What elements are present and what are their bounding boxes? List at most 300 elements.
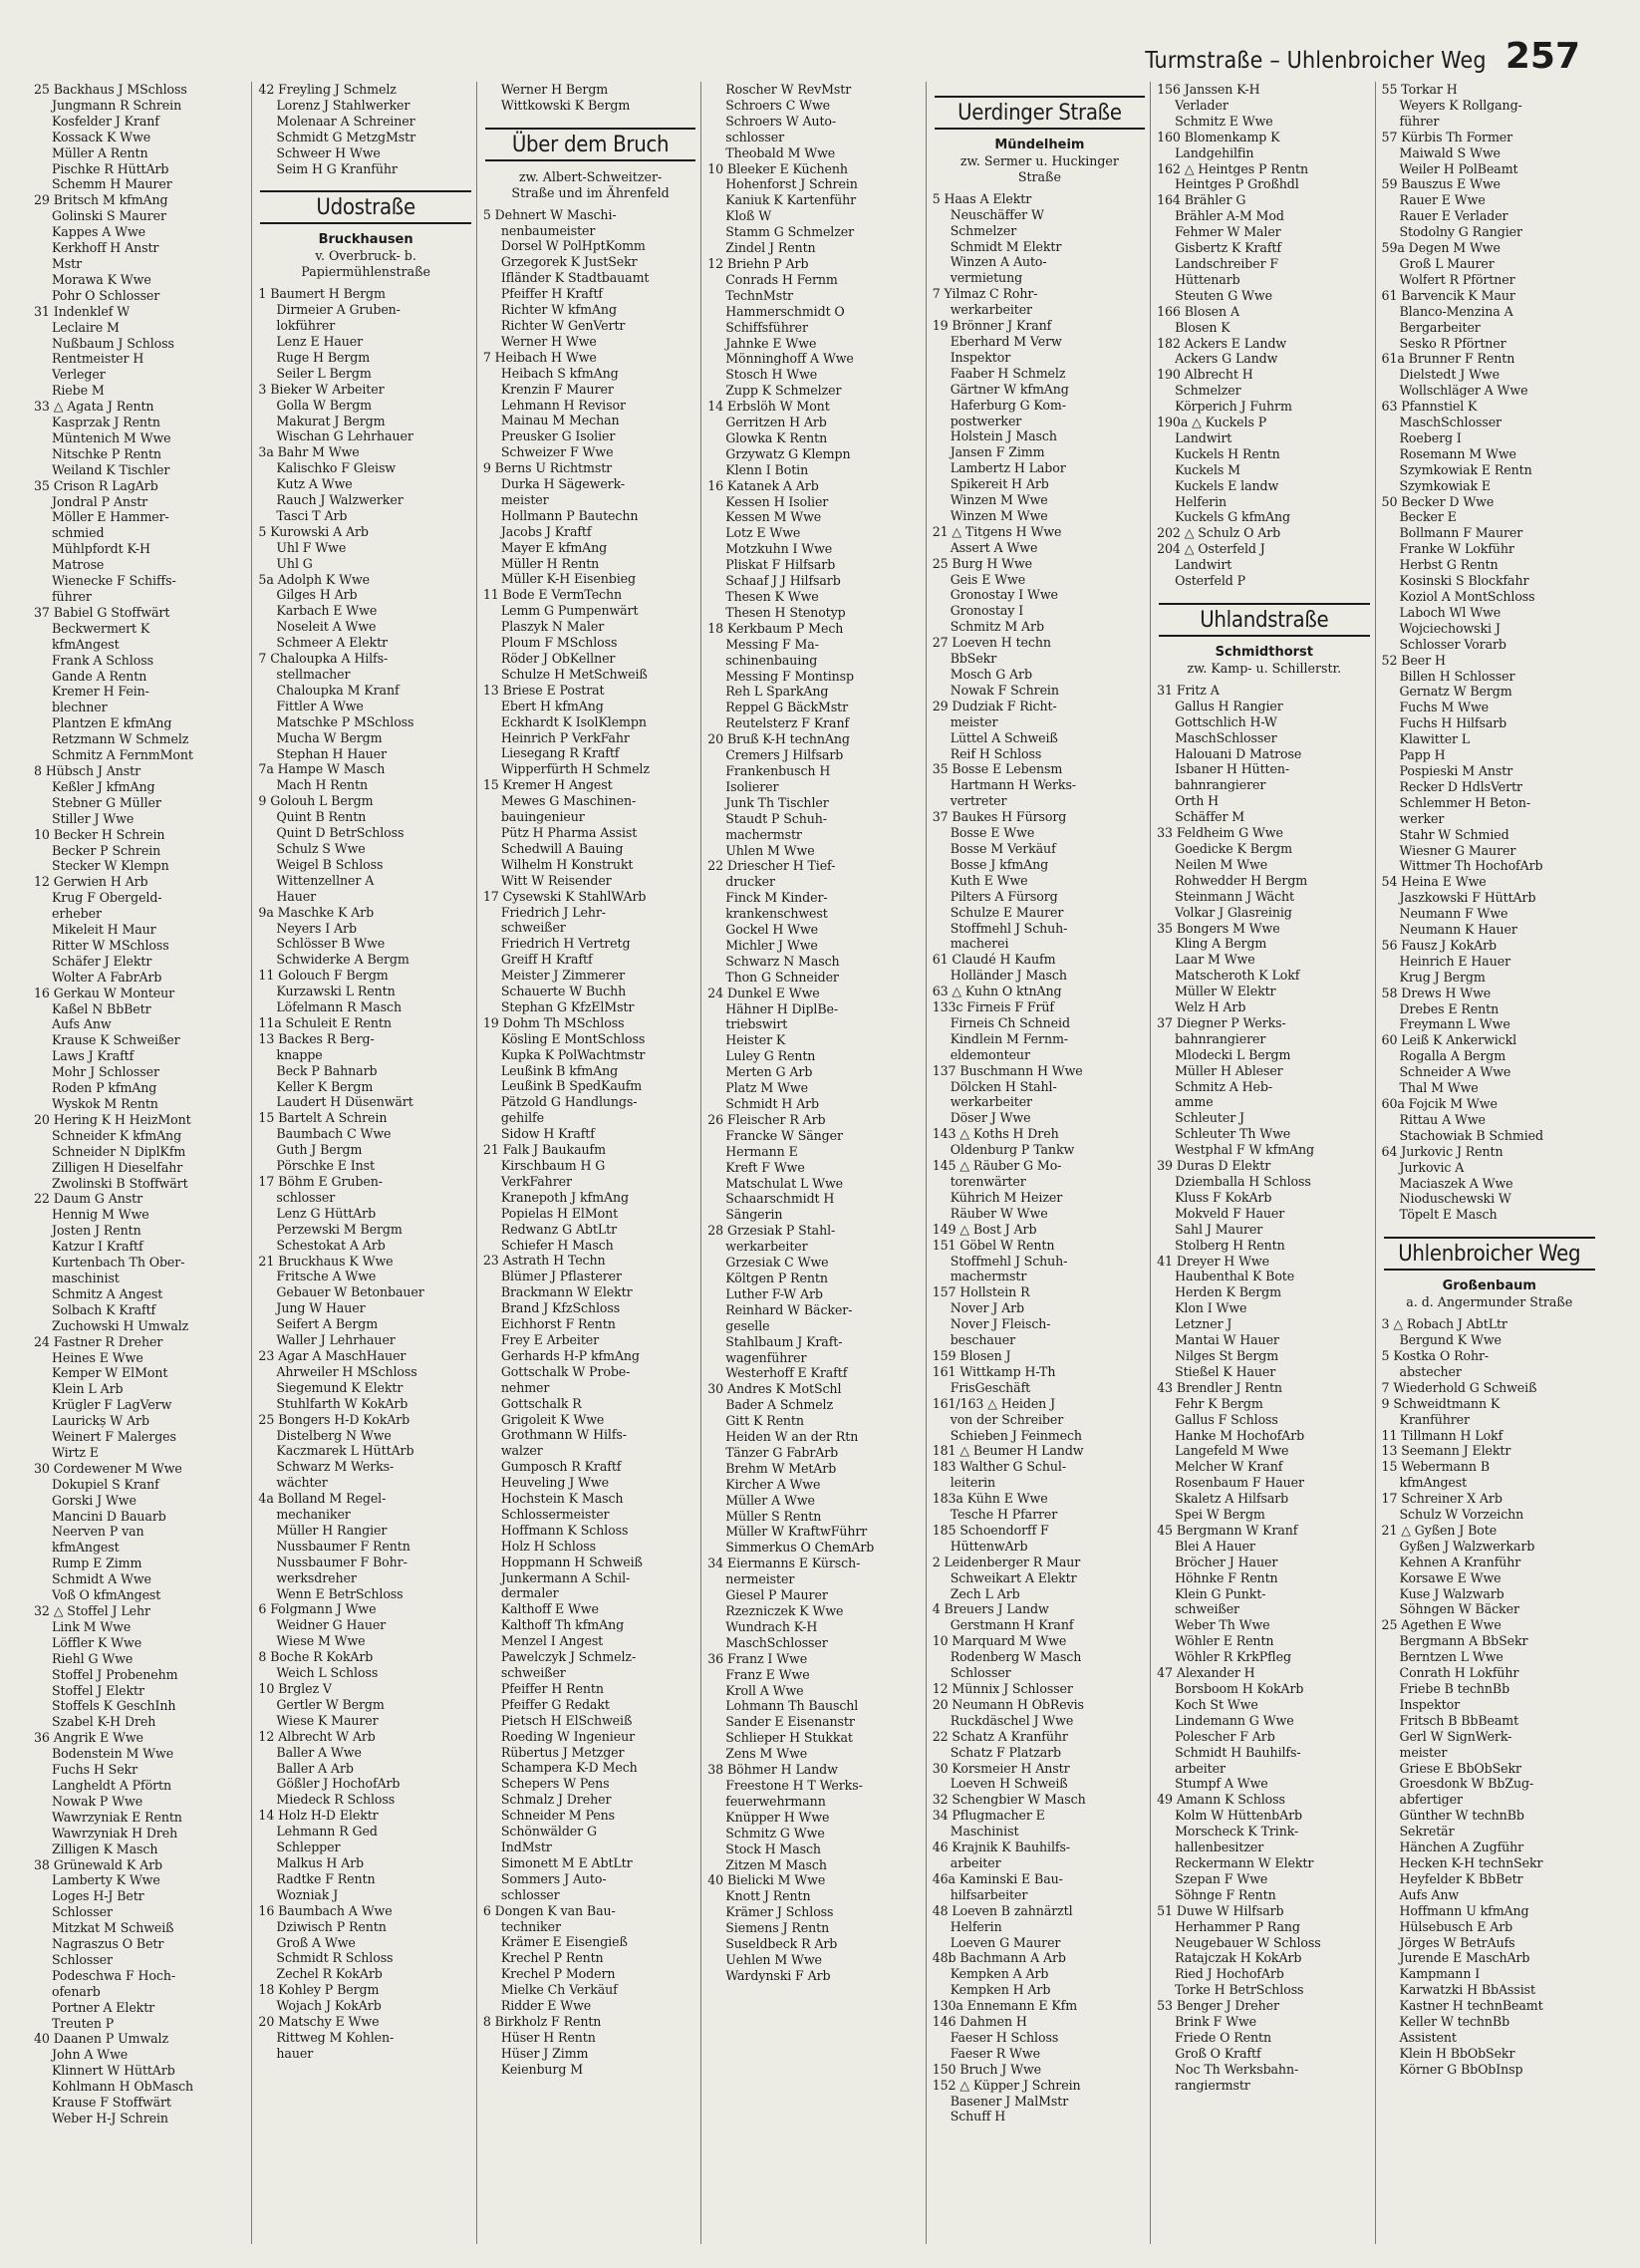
resident-entry: 35 Crison R LagArb xyxy=(34,477,158,493)
resident-entry: Stoffmehl J Schuh- xyxy=(950,1253,1068,1269)
resident-entry: Siegemund K Elektr xyxy=(276,1379,404,1395)
resident-entry: Brink F Wwe xyxy=(1175,2014,1256,2030)
resident-entry: Welz H Arb xyxy=(1175,999,1246,1015)
resident-entry: Heintges P Großhdl xyxy=(1175,176,1299,192)
resident-entry: 13 Backes R Berg- xyxy=(258,1030,375,1046)
resident-entry: Gumposch R Kraftf xyxy=(500,1459,622,1475)
resident-entry: Müller S Rentn xyxy=(725,1508,822,1524)
resident-entry: Klein L Arb xyxy=(52,1381,124,1397)
resident-entry: 43 Brendler J Rentn xyxy=(1157,1379,1282,1395)
resident-entry: Richter W kfmAng xyxy=(500,302,617,318)
resident-entry: Platz M Wwe xyxy=(725,1080,808,1096)
resident-entry: John A Wwe xyxy=(52,2047,129,2063)
resident-entry: Pischke R HüttArb xyxy=(52,160,169,176)
resident-entry: 33 Feldheim G Wwe xyxy=(1157,825,1283,841)
resident-entry: Tasci T Arb xyxy=(276,507,348,523)
street-range-note: v. Overbruck- b. xyxy=(315,248,416,264)
resident-entry: 45 Bergmann W Kranf xyxy=(1157,1522,1298,1538)
resident-entry: abstecher xyxy=(1399,1363,1462,1379)
resident-entry: Döser J Wwe xyxy=(950,1110,1031,1126)
resident-entry: Müller H Rangier xyxy=(276,1522,388,1538)
resident-entry: Schmitz G Wwe xyxy=(725,1825,825,1841)
resident-entry: 29 Britsch M kfmAng xyxy=(34,192,168,208)
resident-entry: Rogalla A Bergm xyxy=(1399,1048,1506,1064)
resident-entry: Werner H Wwe xyxy=(500,333,597,349)
resident-entry: 38 Grünewald K Arb xyxy=(34,1856,162,1872)
resident-entry: Landgehilfin xyxy=(1175,144,1254,160)
resident-entry: werkarbeiter xyxy=(950,302,1032,318)
resident-entry: 6 Folgmann J Wwe xyxy=(258,1601,377,1617)
resident-entry: Schepers W Pens xyxy=(500,1776,610,1792)
resident-entry: Dziemballa H Schloss xyxy=(1175,1174,1311,1189)
resident-entry: Müller H Ableser xyxy=(1175,1062,1283,1078)
resident-entry: Krause K Schweißer xyxy=(52,1032,180,1048)
resident-entry: Stodolny G Rangier xyxy=(1399,224,1522,240)
resident-entry: Stosch H Wwe xyxy=(725,367,818,383)
resident-entry: Wienecke F Schiffs- xyxy=(52,573,176,589)
resident-entry: Zuchowski H Umwalz xyxy=(52,1317,189,1333)
resident-entry: Hähner H DiplBe- xyxy=(725,1000,839,1016)
resident-entry: 52 Beer H xyxy=(1381,652,1446,668)
resident-entry: abfertiger xyxy=(1399,1792,1463,1808)
resident-entry: führer xyxy=(1399,113,1440,129)
resident-entry: Golla W Bergm xyxy=(276,397,373,413)
resident-entry: Schulze H MetSchweiß xyxy=(500,666,648,682)
resident-entry: Gertler W Bergm xyxy=(276,1696,385,1712)
resident-entry: 12 Gerwien H Arb xyxy=(34,874,148,890)
resident-entry: Simonett M E AbtLtr xyxy=(500,1854,633,1870)
resident-entry: Hermann E xyxy=(725,1143,798,1159)
resident-entry: Kappes A Wwe xyxy=(52,224,146,240)
resident-entry: 8 Birkholz F Rentn xyxy=(482,2013,602,2029)
resident-entry: 47 Alexander H xyxy=(1157,1665,1255,1681)
street-heading: Über dem Bruch xyxy=(485,128,695,161)
resident-entry: MaschSchlosser xyxy=(1399,415,1502,430)
resident-entry: Weidner G Hauer xyxy=(276,1617,387,1633)
resident-entry: MaschSchlosser xyxy=(725,1634,828,1650)
resident-entry: Mitzkat M Schweiß xyxy=(52,1920,174,1936)
district-subheading: Großenbaum xyxy=(1442,1278,1536,1294)
resident-entry: Spikereit H Arb xyxy=(950,476,1049,492)
resident-entry: Schneider N DiplKfm xyxy=(52,1143,186,1159)
resident-entry: Freymann L Wwe xyxy=(1399,1016,1510,1032)
resident-entry: Kuse J Walzwarb xyxy=(1399,1585,1504,1601)
resident-entry: Oldenburg P Tankw xyxy=(950,1142,1075,1158)
page-header-title: Turmstraße – Uhlenbroicher Weg xyxy=(1145,48,1487,74)
resident-entry: 60 Leiß K Ankerwickl xyxy=(1381,1032,1517,1048)
resident-entry: 40 Daanen P Umwalz xyxy=(34,2031,169,2047)
resident-entry: Schwiderke A Bergm xyxy=(276,952,410,968)
resident-entry: 20 Matschy E Wwe xyxy=(258,2014,380,2030)
resident-entry: 182 Ackers E Landw xyxy=(1157,335,1287,351)
resident-entry: Eichhorst F Rentn xyxy=(500,1316,616,1332)
resident-entry: IndMstr xyxy=(500,1839,552,1854)
resident-entry: Lambertz H Labor xyxy=(950,460,1066,476)
resident-entry: Bergarbeiter xyxy=(1399,319,1481,335)
resident-entry: Nover J Arb xyxy=(950,1300,1025,1316)
resident-entry: 8 Hübsch J Anstr xyxy=(34,762,141,778)
resident-entry: Kessen H Isolier xyxy=(725,493,829,509)
resident-entry: Inspektor xyxy=(950,349,1011,365)
resident-entry: Kaczmarek L HüttArb xyxy=(276,1443,414,1459)
resident-entry: Motzkuhn I Wwe xyxy=(725,541,833,557)
resident-entry: Lamberty K Wwe xyxy=(52,1872,160,1888)
resident-entry: Rodenberg W Masch xyxy=(950,1649,1082,1665)
resident-entry: Stock H Masch xyxy=(725,1841,821,1856)
resident-entry: Szymkowiak E Rentn xyxy=(1399,461,1532,477)
resident-entry: Schmidt H Bauhilfs- xyxy=(1175,1744,1301,1760)
resident-entry: Mohr J Schlosser xyxy=(52,1064,159,1080)
resident-entry: Schmeer A Elektr xyxy=(276,635,388,651)
resident-entry: Schlösser B Wwe xyxy=(276,936,386,952)
resident-entry: Pörschke E Inst xyxy=(276,1158,376,1174)
resident-entry: Lehmann H Revisor xyxy=(500,397,626,413)
resident-entry: kfmAngest xyxy=(1399,1475,1468,1491)
resident-entry: 4a Bolland M Regel- xyxy=(258,1491,387,1507)
resident-entry: Laudert H Düsenwärt xyxy=(276,1094,413,1110)
resident-entry: Gebauer W Betonbauer xyxy=(276,1284,424,1300)
resident-entry: Gottschlich H-W xyxy=(1175,713,1277,729)
resident-entry: Isolierer xyxy=(725,778,779,794)
resident-entry: Wittkowski K Bergm xyxy=(500,97,631,113)
resident-entry: 150 Bruch J Wwe xyxy=(932,2061,1042,2077)
resident-entry: Chaloupka M Kranf xyxy=(276,682,400,698)
resident-entry: 58 Drews H Wwe xyxy=(1381,985,1492,1000)
resident-entry: Lotz E Wwe xyxy=(725,525,801,541)
resident-entry: Maiwald S Wwe xyxy=(1399,144,1501,160)
resident-entry: Messing F Montinsp xyxy=(725,668,854,684)
resident-entry: Noseleit A Wwe xyxy=(276,619,377,635)
resident-entry: Fehr K Bergm xyxy=(1175,1395,1263,1411)
resident-entry: Ackers G Landw xyxy=(1175,351,1278,367)
resident-entry: schlosser xyxy=(725,129,785,144)
resident-entry: 159 Blosen J xyxy=(932,1347,1011,1363)
resident-entry: 35 Bosse E Lebensm xyxy=(932,761,1063,777)
resident-entry: Herden K Bergm xyxy=(1175,1284,1281,1300)
resident-entry: Kosinski S Blockfahr xyxy=(1399,573,1529,589)
resident-entry: nehmer xyxy=(500,1379,550,1395)
resident-entry: 2 Leidenberger R Maur xyxy=(932,1554,1081,1569)
resident-entry: Reh L SparkAng xyxy=(725,684,829,700)
resident-entry: Tänzer G FabrArb xyxy=(725,1444,839,1460)
resident-entry: Kampmann I xyxy=(1399,1966,1481,1982)
resident-entry: Ridder E Wwe xyxy=(500,1998,592,2014)
resident-entry: Schwarz M Werks- xyxy=(276,1459,395,1475)
page-header xyxy=(40,36,1580,80)
resident-entry: Schleuter J xyxy=(1175,1110,1244,1126)
resident-entry: 29 Dudziak F Richt- xyxy=(932,698,1057,713)
resident-entry: Link M Wwe xyxy=(52,1618,132,1634)
directory-column xyxy=(927,82,1151,2244)
resident-entry: kfmAngest xyxy=(52,1540,120,1556)
resident-entry: dermaler xyxy=(500,1585,559,1601)
resident-entry: Redwanz G AbtLtr xyxy=(500,1221,618,1237)
resident-entry: Theobald M Wwe xyxy=(725,144,836,160)
resident-entry: Rosenbaum F Hauer xyxy=(1175,1475,1304,1491)
resident-entry: Knüpper H Wwe xyxy=(725,1809,830,1825)
resident-entry: Bergund K Wwe xyxy=(1399,1332,1502,1348)
resident-entry: Stoffel J Elektr xyxy=(52,1682,144,1698)
resident-entry: werkarbeiter xyxy=(725,1239,808,1255)
resident-entry: Isbaner H Hütten- xyxy=(1175,761,1290,777)
resident-entry: Koziol A MontSchloss xyxy=(1399,589,1535,604)
resident-entry: 25 Burg H Wwe xyxy=(932,555,1033,571)
resident-entry: Radtke F Rentn xyxy=(276,1870,376,1886)
resident-entry: Michler J Wwe xyxy=(725,937,818,953)
resident-entry: Thesen K Wwe xyxy=(725,589,819,604)
resident-entry: 146 Dahmen H xyxy=(932,2014,1027,2030)
resident-entry: Gerhards H-P kfmAng xyxy=(500,1347,640,1363)
resident-entry: meister xyxy=(1399,1744,1448,1760)
resident-entry: BbSekr xyxy=(950,651,997,667)
resident-entry: Grigoleit K Wwe xyxy=(500,1411,605,1427)
resident-entry: schlosser xyxy=(276,1189,336,1205)
resident-entry: Recker D HdlsVertr xyxy=(1399,778,1522,794)
resident-entry: Uhlen M Wwe xyxy=(725,842,815,858)
resident-entry: Heyfelder K BbBetr xyxy=(1399,1870,1523,1886)
resident-entry: Steuten G Wwe xyxy=(1175,287,1272,303)
resident-entry: Müller H Rentn xyxy=(500,555,600,571)
resident-entry: Tesche H Pfarrer xyxy=(950,1507,1058,1523)
resident-entry: Waller J Lehrhauer xyxy=(276,1332,396,1348)
resident-entry: Zech L Arb xyxy=(950,1585,1020,1601)
resident-entry: Rohwedder H Bergm xyxy=(1175,872,1308,888)
resident-entry: Solbach K Kraftf xyxy=(52,1301,156,1317)
resident-entry: Müntenich M Wwe xyxy=(52,429,171,445)
resident-entry: Schäfer J Elektr xyxy=(52,953,152,969)
resident-entry: Hülsebusch E Arb xyxy=(1399,1918,1513,1934)
resident-entry: Holstein J Masch xyxy=(950,428,1057,444)
resident-entry: Weigel B Schloss xyxy=(276,856,384,872)
resident-entry: Schieben J Feinmech xyxy=(950,1427,1082,1443)
resident-entry: Assistent xyxy=(1399,2029,1457,2045)
resident-entry: Simmerkus O ChemArb xyxy=(725,1540,875,1556)
resident-entry: Gottschalk R xyxy=(500,1395,582,1411)
resident-entry: Plantzen E kfmAng xyxy=(52,715,172,731)
resident-entry: Neumann F Wwe xyxy=(1399,906,1508,922)
resident-entry: Schweikart A Elektr xyxy=(950,1569,1077,1585)
resident-entry: 9 Berns U Richtmstr xyxy=(482,460,613,476)
resident-entry: 11 Tillmann H Lokf xyxy=(1381,1427,1503,1443)
resident-entry: Glowka K Rentn xyxy=(725,429,828,445)
resident-entry: 15 Webermann B xyxy=(1381,1459,1490,1475)
resident-entry: Conrads H Fernm xyxy=(725,271,838,287)
resident-entry: 8 Boche R KokArb xyxy=(258,1649,374,1665)
resident-entry: Bader A Schmelz xyxy=(725,1397,834,1413)
resident-entry: 6 Dongen K van Bau- xyxy=(482,1902,616,1918)
resident-entry: Durka H Sägewerk- xyxy=(500,476,626,492)
resident-entry: Mancini D Bauarb xyxy=(52,1508,166,1524)
resident-entry: 151 Göbel W Rentn xyxy=(932,1237,1055,1253)
resident-entry: Kurtenbach Th Ober- xyxy=(52,1255,185,1271)
resident-entry: 61a Brunner F Rentn xyxy=(1381,351,1515,367)
resident-entry: Neilen M Wwe xyxy=(1175,856,1268,872)
resident-entry: 31 Indenklef W xyxy=(34,303,131,319)
resident-entry: Matschulat L Wwe xyxy=(725,1175,844,1191)
resident-entry: Körner G BbObInsp xyxy=(1399,2061,1523,2077)
resident-entry: Schulze E Maurer xyxy=(950,904,1064,920)
resident-entry: 190 Albrecht H xyxy=(1157,367,1253,383)
resident-entry: Haubenthal K Bote xyxy=(1175,1269,1295,1284)
resident-entry: Mokveld F Hauer xyxy=(1175,1205,1285,1221)
resident-entry: techniker xyxy=(500,1918,561,1934)
street-range-note: zw. Albert-Schweitzer- xyxy=(518,168,663,184)
resident-entry: Junkermann A Schil- xyxy=(500,1569,631,1585)
resident-entry: Uhl F Wwe xyxy=(276,539,347,555)
resident-entry: 20 Neumann H ObRevis xyxy=(932,1696,1084,1712)
resident-entry: Kuckels M xyxy=(1175,461,1240,477)
resident-entry: Pohr O Schlosser xyxy=(52,287,160,303)
resident-entry: 21 Bruckhaus K Wwe xyxy=(258,1253,394,1269)
resident-entry: Menzel I Angest xyxy=(500,1633,604,1649)
resident-entry: Nover J Fleisch- xyxy=(950,1316,1051,1332)
resident-entry: lokführer xyxy=(276,318,336,334)
resident-entry: Gitt K Rentn xyxy=(725,1413,804,1429)
resident-entry: Schiefer H Masch xyxy=(500,1237,614,1253)
resident-entry: 57 Kürbis Th Former xyxy=(1381,129,1513,144)
resident-entry: Retzmann W Schmelz xyxy=(52,731,189,747)
resident-entry: blechner xyxy=(52,700,108,715)
resident-entry: Heister K xyxy=(725,1032,786,1048)
resident-entry: Müller A Rentn xyxy=(52,144,148,160)
resident-entry: Wardynski F Arb xyxy=(725,1967,831,1983)
resident-entry: Ruge H Bergm xyxy=(276,349,371,365)
resident-entry: 14 Holz H-D Elektr xyxy=(258,1808,379,1824)
resident-entry: Bosse E Wwe xyxy=(950,825,1035,841)
resident-entry: 41 Dreyer H Wwe xyxy=(1157,1253,1269,1269)
resident-entry: Steinmann J Wächt xyxy=(1175,888,1294,904)
resident-entry: Herhammer P Rang xyxy=(1175,1918,1300,1934)
resident-entry: werker xyxy=(1399,810,1445,826)
resident-entry: Wittmer Th HochofArb xyxy=(1399,858,1543,874)
resident-entry: Dirmeier A Gruben- xyxy=(276,302,401,318)
resident-entry: Aufs Anw xyxy=(1399,1886,1460,1902)
resident-entry: 40 Bielicki M Wwe xyxy=(707,1872,826,1888)
resident-entry: Neumann K Hauer xyxy=(1399,922,1517,938)
resident-entry: meister xyxy=(950,713,998,729)
resident-entry: Eberhard M Verw xyxy=(950,333,1062,349)
resident-entry: Quint B Rentn xyxy=(276,809,367,825)
resident-entry: Ratajczak H KokArb xyxy=(1175,1950,1302,1966)
resident-entry: Nowak F Schrein xyxy=(950,682,1059,698)
resident-entry: Frankenbusch H xyxy=(725,762,831,778)
resident-entry: Westphal F W kfmAng xyxy=(1175,1142,1315,1158)
resident-entry: Malkus H Arb xyxy=(276,1854,365,1870)
resident-entry: Suseldbeck R Arb xyxy=(725,1936,838,1952)
resident-entry: Dziwisch P Rentn xyxy=(276,1918,387,1934)
resident-entry: Laws J Kraftf xyxy=(52,1048,135,1064)
resident-entry: 30 Korsmeier H Anstr xyxy=(932,1760,1070,1776)
resident-entry: Neyers I Arb xyxy=(276,920,357,936)
resident-entry: 10 Brglez V xyxy=(258,1681,332,1696)
resident-entry: schlosser xyxy=(500,1886,560,1902)
resident-entry: Költgen P Rentn xyxy=(725,1270,828,1285)
resident-entry: 24 Dunkel E Wwe xyxy=(707,985,820,1000)
resident-entry: amme xyxy=(1175,1094,1214,1110)
resident-entry: Frank A Schloss xyxy=(52,652,153,668)
resident-entry: rangiermstr xyxy=(1175,2077,1250,2093)
street-heading: Uhlenbroicher Weg xyxy=(1384,1237,1595,1271)
directory-column xyxy=(1376,82,1600,2244)
resident-entry: Conrath H Lokführ xyxy=(1399,1665,1519,1681)
resident-entry: Ebert H kfmAng xyxy=(500,698,604,713)
resident-entry: Roden P kfmAng xyxy=(52,1080,157,1096)
resident-entry: Karbach E Wwe xyxy=(276,603,378,619)
resident-entry: arbeiter xyxy=(1175,1760,1226,1776)
resident-entry: Mlodecki L Bergm xyxy=(1175,1046,1291,1062)
resident-entry: Reppel G BäckMstr xyxy=(725,700,849,715)
resident-entry: Preusker G Isolier xyxy=(500,428,616,444)
resident-entry: Bosse M Verkäuf xyxy=(950,840,1056,856)
resident-entry: Dorsel W PolHptKomm xyxy=(500,238,646,254)
resident-entry: Hoppmann H Schweiß xyxy=(500,1554,643,1569)
resident-entry: Loges H-J Betr xyxy=(52,1888,144,1904)
resident-entry: Sekretär xyxy=(1399,1824,1455,1840)
resident-entry: Gerl W SignWerk- xyxy=(1399,1728,1512,1744)
resident-entry: Kranepoth J kfmAng xyxy=(500,1189,629,1205)
resident-entry: Griese E BbObSekr xyxy=(1399,1760,1521,1776)
resident-entry: Stoffel J Probenehm xyxy=(52,1666,178,1682)
resident-entry: 64 Jurkovic J Rentn xyxy=(1381,1143,1503,1159)
resident-entry: 11a Schuleit E Rentn xyxy=(258,1014,392,1030)
resident-entry: Seim H G Kranführ xyxy=(276,160,398,176)
resident-entry: Söhngen W Bäcker xyxy=(1399,1601,1519,1617)
resident-entry: Roscher W RevMstr xyxy=(725,82,852,97)
resident-entry: Messing F Ma- xyxy=(725,636,819,652)
resident-entry: 17 Cysewski K StahlWArb xyxy=(482,888,647,904)
resident-entry: 166 Blosen A xyxy=(1157,303,1239,319)
resident-entry: Gisbertz K Kraftf xyxy=(1175,240,1281,256)
resident-entry: Krechel P Rentn xyxy=(500,1950,604,1966)
resident-entry: von der Schreiber xyxy=(950,1411,1064,1427)
resident-entry: 25 Agethen E Wwe xyxy=(1381,1617,1502,1633)
resident-entry: Krechel P Modern xyxy=(500,1966,616,1982)
resident-entry: Thon G Schneider xyxy=(725,969,839,985)
resident-entry: Rittweg M Kohlen- xyxy=(276,2029,395,2045)
resident-entry: 5 Kostka O Rohr- xyxy=(1381,1347,1490,1363)
resident-entry: Wundrach K-H xyxy=(725,1618,818,1634)
resident-entry: Pfeiffer H Rentn xyxy=(500,1680,604,1696)
resident-entry: 5 Haas A Elektr xyxy=(932,190,1032,206)
resident-entry: Nagraszus O Betr xyxy=(52,1936,164,1952)
resident-entry: Loeven G Maurer xyxy=(950,1934,1061,1950)
resident-entry: 42 Freyling J Schmelz xyxy=(258,82,397,97)
resident-entry: Kranführer xyxy=(1399,1411,1470,1427)
resident-entry: Reinhard W Bäcker- xyxy=(725,1301,853,1317)
resident-entry: Finck M Kinder- xyxy=(725,890,828,906)
resident-entry: 9 Schweidtmann K xyxy=(1381,1395,1501,1411)
resident-entry: Gottschalk W Probe- xyxy=(500,1363,631,1379)
resident-entry: Fuchs H Hilfsarb xyxy=(1399,715,1507,731)
resident-entry: Roeding W Ingenieur xyxy=(500,1728,635,1744)
resident-entry: hilfsarbeiter xyxy=(950,1886,1028,1902)
resident-entry: Billen H Schlosser xyxy=(1399,668,1515,684)
resident-entry: Wyskok M Rentn xyxy=(52,1096,158,1111)
resident-entry: Mstr xyxy=(52,255,83,271)
resident-entry: Matscheroth K Lokf xyxy=(1175,968,1300,984)
resident-entry: Treuten P xyxy=(52,2015,115,2031)
resident-entry: Schulz W Vorzeichn xyxy=(1399,1507,1524,1523)
resident-entry: 152 △ Küpper J Schrein xyxy=(932,2077,1081,2093)
resident-entry: Gyßen J Walzwerkarb xyxy=(1399,1538,1535,1554)
resident-entry: 60a Fojcik M Wwe xyxy=(1381,1096,1498,1111)
resident-entry: Junk Th Tischler xyxy=(725,794,829,810)
resident-entry: 26 Fleischer R Arb xyxy=(707,1111,826,1127)
resident-entry: 10 Marquard M Wwe xyxy=(932,1633,1067,1649)
resident-entry: Maciaszek A Wwe xyxy=(1399,1175,1513,1191)
resident-entry: Kloß W xyxy=(725,208,772,224)
resident-entry: Mainau M Mechan xyxy=(500,413,620,428)
